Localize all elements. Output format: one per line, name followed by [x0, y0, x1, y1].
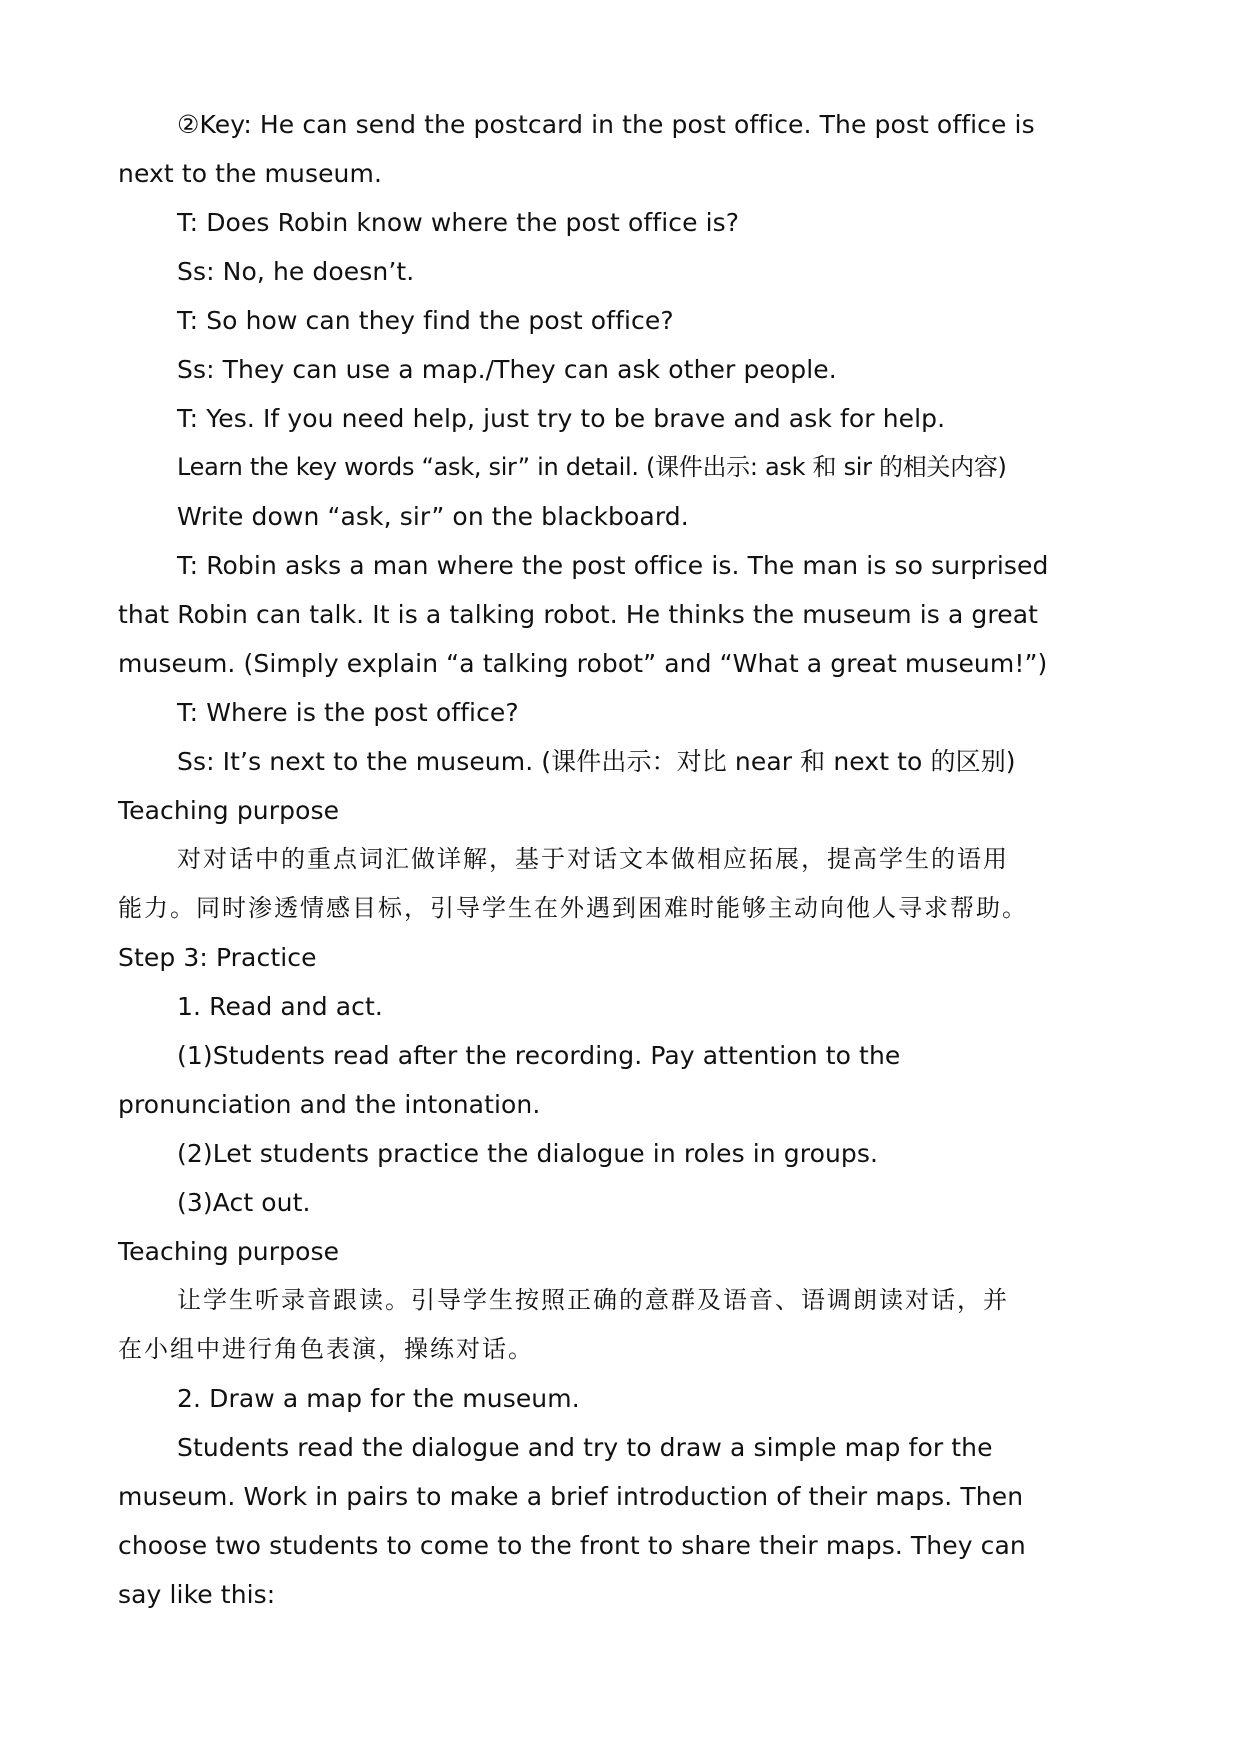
- paragraph-line: next to the museum.: [118, 159, 382, 188]
- paragraph-line: Write down “ask, sir” on the blackboard.: [177, 502, 689, 531]
- paragraph-line: Students read the dialogue and try to draw a simple map for the: [177, 1433, 993, 1462]
- paragraph-line: T: Does Robin know where the post office is?: [177, 208, 740, 237]
- paragraph-line: 在小组中进行角色表演，操练对话。: [118, 1335, 534, 1363]
- paragraph-line: T: Robin asks a man where the post office is. The man is so surprised: [177, 551, 1049, 580]
- paragraph-line: 2. Draw a map for the museum.: [177, 1384, 580, 1413]
- paragraph-line: museum. (Simply explain “a talking robot” and “What a great museum!”): [118, 649, 1048, 678]
- paragraph-line: 能力。同时渗透情感目标，引导学生在外遇到困难时能够主动向他人寻求帮助。: [118, 894, 1028, 922]
- paragraph-line: pronunciation and the intonation.: [118, 1090, 541, 1119]
- paragraph-line: 对对话中的重点词汇做详解，基于对话文本做相应拓展，提高学生的语用: [177, 845, 1009, 873]
- section-heading: Teaching purpose: [118, 796, 340, 825]
- paragraph-line: ②Key: He can send the postcard in the post office. The post office is: [177, 110, 1035, 139]
- paragraph-line: (3)Act out.: [177, 1188, 311, 1217]
- paragraph-line: 1. Read and act.: [177, 992, 383, 1021]
- paragraph-line: (2)Let students practice the dialogue in roles in groups.: [177, 1139, 879, 1168]
- document-page: [118, 100, 1128, 1619]
- paragraph-line: say like this:: [118, 1580, 276, 1609]
- paragraph-line: choose two students to come to the front to share their maps. They can: [118, 1531, 1026, 1560]
- paragraph-line: that Robin can talk. It is a talking robot. He thinks the museum is a great: [118, 600, 1039, 629]
- paragraph-line: T: So how can they find the post office?: [177, 306, 674, 335]
- paragraph-line: (1)Students read after the recording. Pay attention to the: [177, 1041, 901, 1070]
- section-heading: Step 3: Practice: [118, 943, 317, 972]
- section-heading: Teaching purpose: [118, 1237, 340, 1266]
- paragraph-line: T: Yes. If you need help, just try to be brave and ask for help.: [177, 404, 946, 433]
- paragraph-line: Learn the key words “ask, sir” in detail. (课件出示: ask 和 sir 的相关内容): [177, 453, 1007, 481]
- paragraph-line: museum. Work in pairs to make a brief introduction of their maps. Then: [118, 1482, 1024, 1511]
- paragraph-line: Ss: It’s next to the museum. (课件出示：对比 near 和 next to 的区别): [177, 747, 1016, 776]
- paragraph-line: 让学生听录音跟读。引导学生按照正确的意群及语音、语调朗读对话，并: [177, 1286, 1009, 1314]
- paragraph-line: T: Where is the post office?: [177, 698, 519, 727]
- paragraph-line: Ss: No, he doesn’t.: [177, 257, 415, 286]
- paragraph-line: Ss: They can use a map./They can ask other people.: [177, 355, 837, 384]
